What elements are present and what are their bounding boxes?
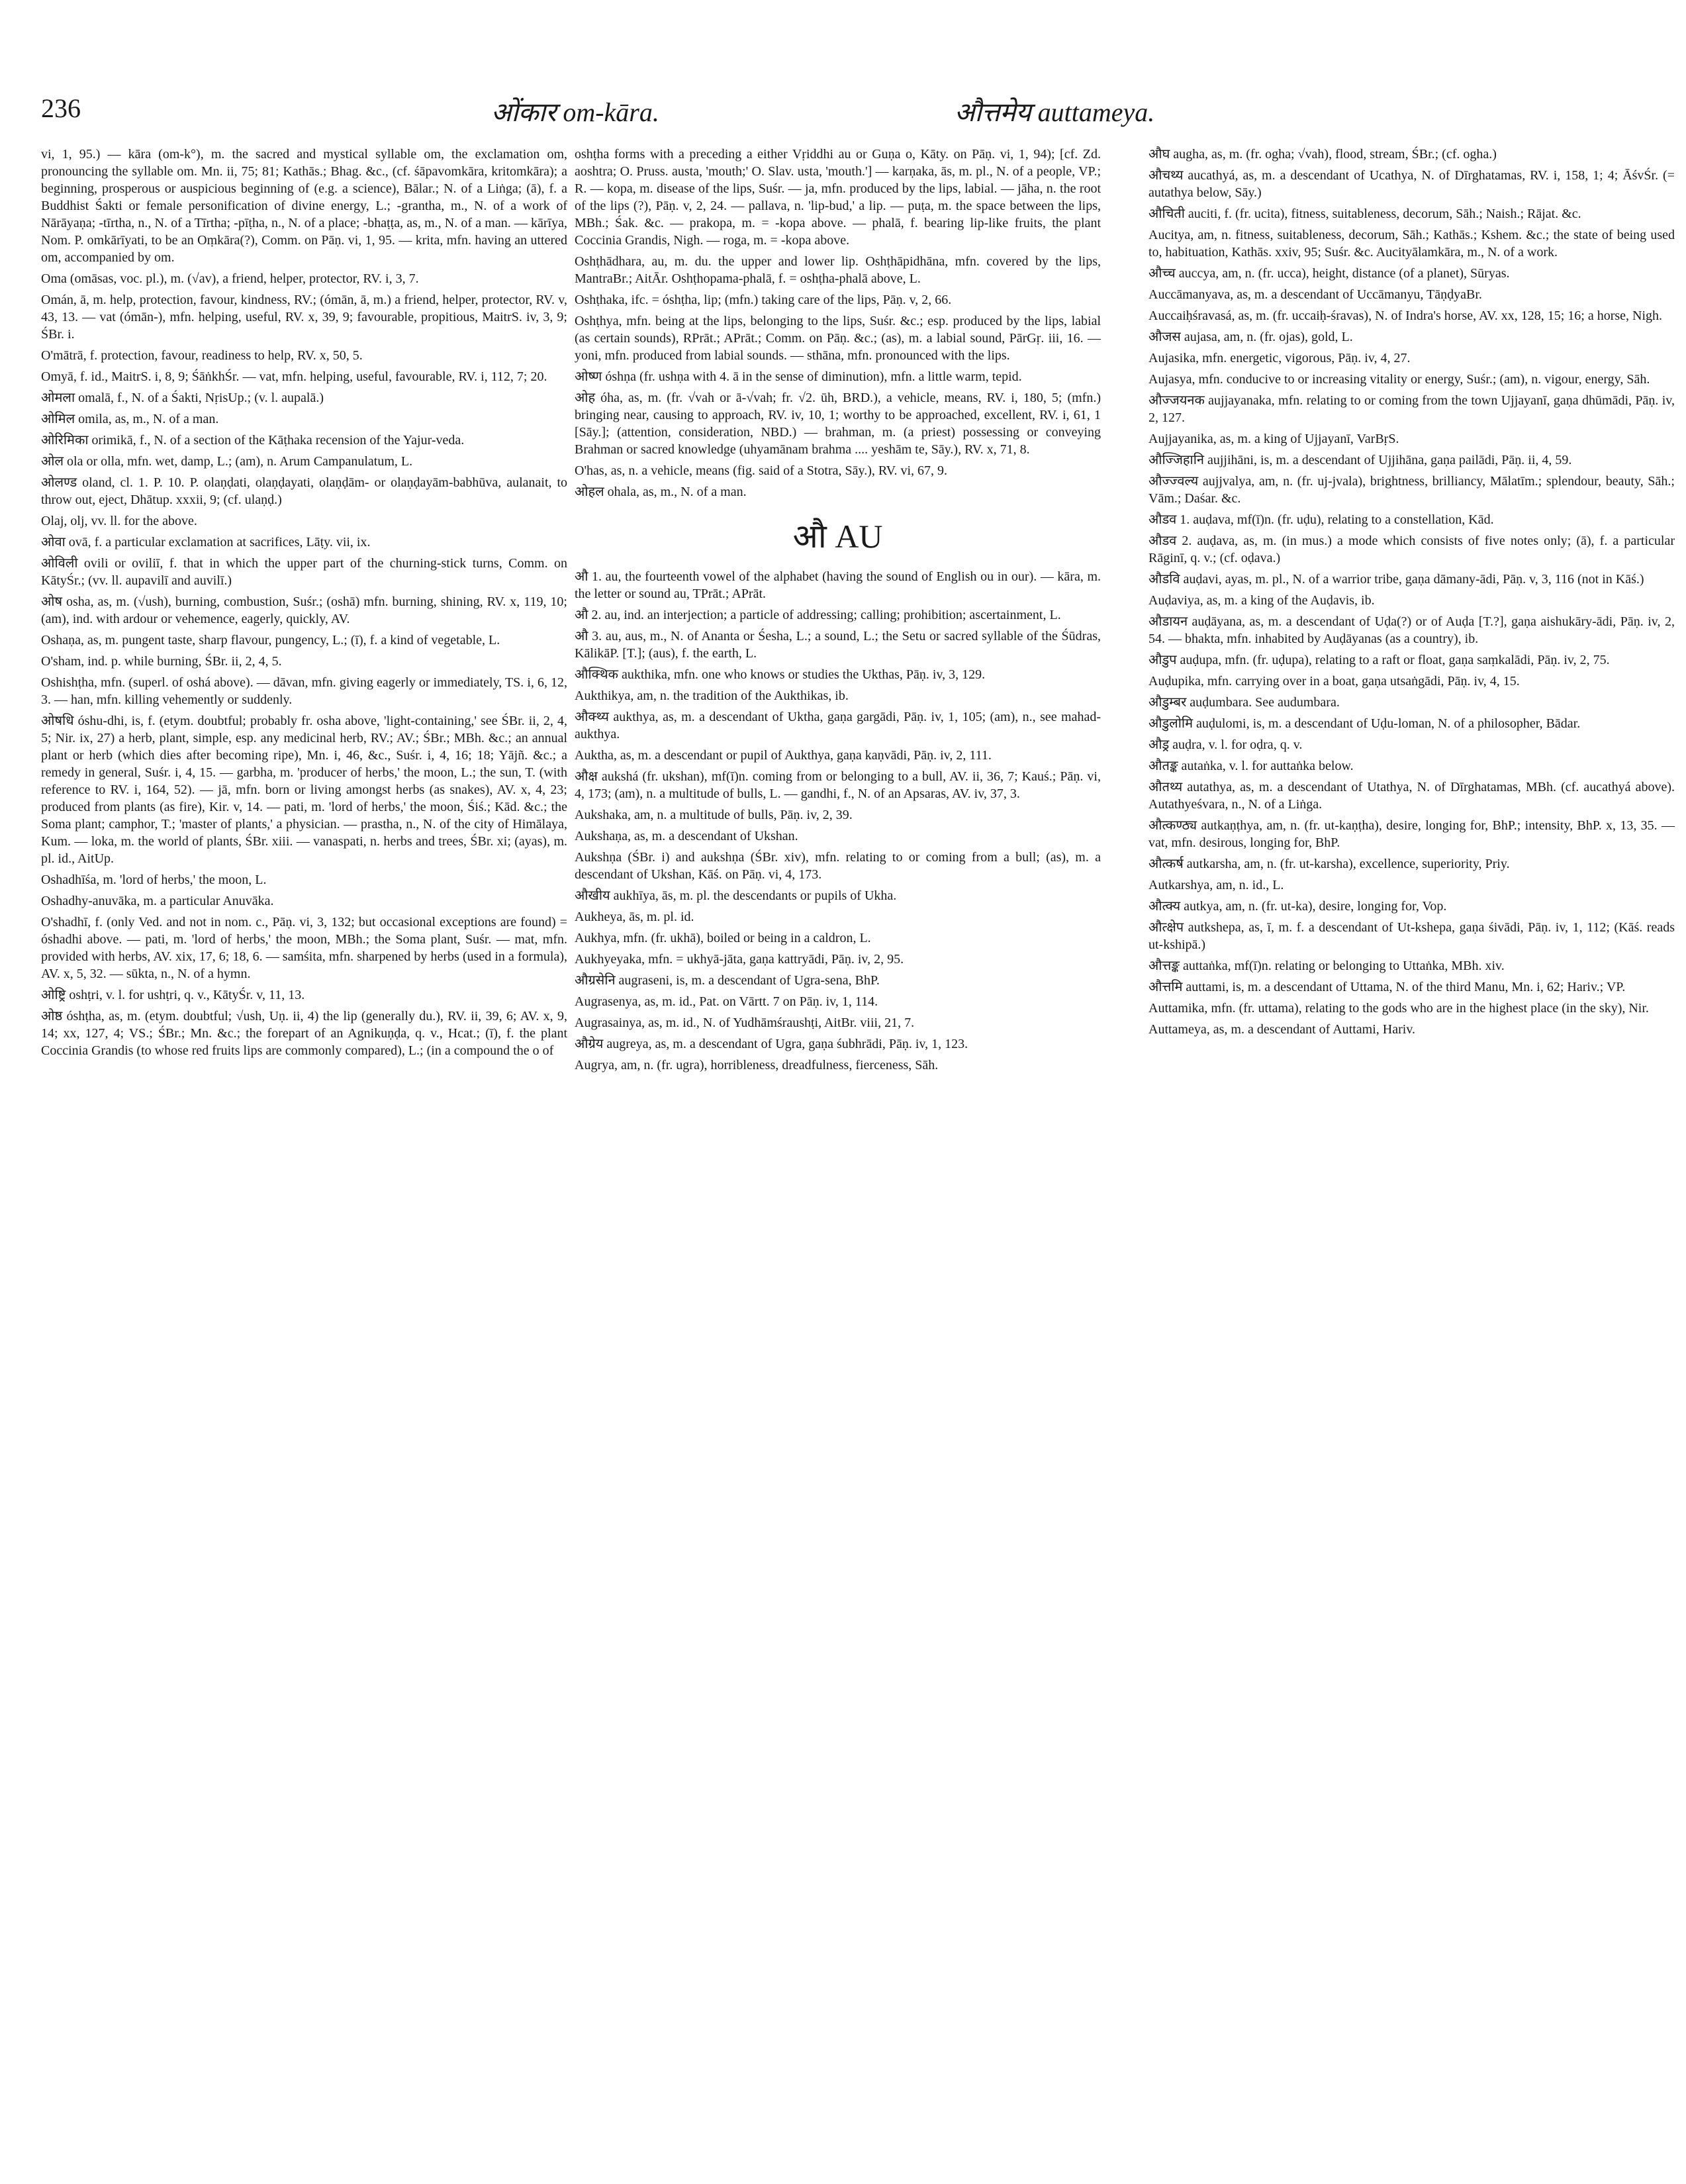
dictionary-entry: ओविली ovili or oviliī, f. that in which the upper part of the churning-stick turns, Comm. on KātyŚr.; (vv. ll. aupavilī and auvilī.) — [41, 556, 567, 588]
dictionary-entry: औक्थ्य aukthya, as, m. a descendant of Uktha, gaṇa gargādi, Pāṇ. iv, 1, 105; (am), n., see mahad-aukthya. — [575, 710, 1101, 741]
dictionary-entry: औतङ्क autaṅka, v. l. for auttaṅka below. — [1148, 759, 1354, 773]
dictionary-entry: ओष osha, as, m. (√ush), burning, combustion, Suśr.; (oshā) mfn. burning, shining, RV. x, 119, 10; (am), ind. with ardour or vehemence, eagerly, quickly, AV. — [41, 594, 567, 626]
dictionary-entry: Aukshaka, am, n. a multitude of bulls, Pāṇ. iv, 2, 39. — [575, 808, 853, 822]
dictionary-entry: ओवा ovā, f. a particular exclamation at sacrifices, Lāṭy. vii, ix. — [41, 535, 371, 549]
dictionary-entry: Omyā, f. id., MaitrS. i, 8, 9; ŚāṅkhŚr. — vat, mfn. helping, useful, favourable, RV. i, 112, 7; 20. — [41, 369, 547, 384]
dictionary-entry: औडवि auḍavi, ayas, m. pl., N. of a warrior tribe, gaṇa dāmany-ādi, Pāṇ. v, 3, 116 (not in Kāś.) — [1148, 572, 1644, 587]
dictionary-entry: ओष्ठ óshṭha, as, m. (etym. doubtful; √ush, Uṇ. ii, 4) the lip (generally du.), RV. ii, 39, 6; AV. x, 9, 14; xx, 127, 4; VS.; ŚBr.; Mn. &c.; the forepart of an Agnikuṇḍa, q. v., Hcat.; (ī), f. the plant Coccinia Grandis (to whose red fruits lips are commonly compared), L.; (in a compound the o of — [41, 1009, 567, 1058]
dictionary-entry: औडुम्बर auḍumbara. See audumbara. — [1148, 695, 1340, 710]
dictionary-entry: vi, 1, 95.) — kāra (om-k°), m. the sacred and mystical syllable om, the exclamation om, pronouncing the syllable om. Mn. ii, 75; 81; Kathās.; Bhag. &c., (cf. śāpavomkāra, kritomkāra); a beginning, prosperous or auspicious beginning of (e.g. a science), Bālar.; N. of a Liṅga; (ā), f. a Buddhist Śakti or female personification of divine energy, L.; -grantha, m., N. of a work of Nārāyaṇa; -tīrtha, n., N. of a Tīrtha; -pīṭha, n., N. of a place; -bhaṭṭa, as, m., N. of a man. — kārīya, Nom. P. omkārīyati, to be an Oṃkāra(?), Comm. on Pāṇ. vi, 1, 95. — krita, mfn. having an uttered om, accompanied by om. — [41, 147, 567, 265]
dictionary-entry: Aucitya, am, n. fitness, suitableness, decorum, Sāh.; Kathās.; Kshem. &c.; the state of being used to, habituation, Kathās. xxiv, 95; Suśr. &c. Aucityālamkāra, m., N. of a work. — [1148, 228, 1675, 260]
dictionary-entry: Aujjayanika, as, m. a king of Ujjayanī, VarBṛS. — [1148, 432, 1399, 446]
dictionary-entry: Oma (omāsas, voc. pl.), m. (√av), a friend, helper, protector, RV. i, 3, 7. — [41, 271, 419, 286]
dictionary-entry: औ 2. au, ind. an interjection; a particle of addressing; calling; prohibition; ascertainment, L. — [575, 608, 1061, 622]
dictionary-entry: ओल ola or olla, mfn. wet, damp, L.; (am), n. Arum Campanulatum, L. — [41, 454, 413, 469]
dictionary-entry: Auḍupika, mfn. carrying over in a boat, gaṇa utsaṅgādi, Pāṇ. iv, 4, 15. — [1148, 674, 1520, 688]
dictionary-entry: Aukshṇa (ŚBr. i) and aukshṇa (ŚBr. xiv), mfn. relating to or coming from a bull; (as), m. a descendant of Ukshan, Kāś. on Pāṇ. vi, 4, 173. — [575, 850, 1101, 882]
dictionary-entry: औडुप auḍupa, mfn. (fr. uḍupa), relating to a raft or float, gaṇa saṃkalādi, Pāṇ. iv, 2, 75. — [1148, 653, 1610, 667]
dictionary-entry: औत्तङ्क auttaṅka, mf(ī)n. relating or belonging to Uttaṅka, MBh. xiv. — [1148, 959, 1505, 973]
dictionary-entry: Aukhyeyaka, mfn. = ukhyā-jāta, gaṇa kattryādi, Pāṇ. iv, 2, 95. — [575, 952, 904, 967]
dictionary-entry: औ 1. au, the fourteenth vowel of the alphabet (having the sound of English ou in our). — kāra, m. the letter or sound au, TPrāt.; APrāt. — [575, 569, 1101, 601]
right-running-head: औत्तमेय auttameya. — [955, 97, 1155, 127]
dictionary-entry: Aukhya, mfn. (fr. ukhā), boiled or being in a caldron, L. — [575, 931, 871, 945]
dictionary-entry: Aujasya, mfn. conducive to or increasing vitality or energy, Suśr.; (am), n. vigour, energy, Sāh. — [1148, 372, 1650, 387]
dictionary-entry: औडुलोमि auḍulomi, is, m. a descendant of Uḍu-loman, N. of a philosopher, Bādar. — [1148, 716, 1581, 731]
column-1 — [41, 146, 567, 1063]
dictionary-entry: औडव 1. auḍava, mf(ī)n. (fr. uḍu), relating to a constellation, Kād. — [1148, 512, 1494, 527]
dictionary-entry: औडव 2. auḍava, as, m. (in mus.) a mode which consists of five notes only; (ā), f. a particular Rāginī, q. v.; (cf. oḍava.) — [1148, 534, 1675, 565]
dictionary-entry: Auktha, as, m. a descendant or pupil of Aukthya, gaṇa kaṇvādi, Pāṇ. iv, 2, 111. — [575, 748, 992, 763]
dictionary-entry: औडायन auḍāyana, as, m. a descendant of Uḍa(?) or of Auḍa [T.?], gaṇa aishukāry-ādi, Pāṇ. iv, 2, 54. — bhakta, mfn. inhabited by Auḍāyanas (as a country), ib. — [1148, 614, 1675, 646]
dictionary-entry: Auccāmanyava, as, m. a descendant of Uccāmanyu, TāṇḍyaBr. — [1148, 287, 1482, 302]
dictionary-entry: औतथ्य autathya, as, m. a descendant of Utathya, N. of Dīrghatamas, MBh. (cf. aucathyá above). Autathyeśvara, n., N. of a Liṅga. — [1148, 780, 1675, 812]
dictionary-entry: ओषधि óshu-dhi, is, f. (etym. doubtful; probably fr. osha above, 'light-containing,' see ŚBr. ii, 2, 4, 5; Nir. ix, 27) a herb, plant, simple, esp. any medicinal herb, RV.; AV.; ŚBr.; MBh. &c.; an annual plant or herb (which dies after becoming ripe), Mn. i, 46, &c., Suśr. i, 4, 16; 18; Yājñ. &c.; a remedy in general, Suśr. i, 4, 15. — garbha, m. 'producer of herbs,' the moon, L.; the sun, T. (with reference to RV. i, 164, 52). — jā, mfn. born or living amongst herbs (as snakes), AV. x, 4, 23; produced from plants (as fire), Kir. v, 14. — pati, m. 'lord of herbs,' the moon, Śiś.; Kād. &c.; the Soma plant; camphor, T.; 'master of plants,' a physician. — prastha, n., N. of the city of Himālaya, Kum. — loka, m. the world of plants, ŚBr. xiii. — vanaspati, n. herbs and trees, ŚBr. xi; (ayas), m. pl. id., AitUp. — [41, 714, 567, 866]
dictionary-entry: Oshadhy-anuvāka, m. a particular Anuvāka. — [41, 894, 274, 908]
page-number: 236 — [41, 93, 81, 123]
dictionary-entry: ओष्ण óshṇa (fr. ushṇa with 4. ā in the sense of diminution), mfn. a little warm, tepid. — [575, 369, 1022, 384]
dictionary-entry: ओलण्ड oland, cl. 1. P. 10. P. olaṇḍati, olaṇḍayati, olaṇḍām- or olaṇḍayām-babhūva, aulanait, to throw out, eject, Dhātup. xxxii, 9; (cf. ulaṇḍ.) — [41, 475, 567, 507]
dictionary-entry: Augrasainya, as, m. id., N. of Yudhāmśraushṭi, AitBr. viii, 21, 7. — [575, 1016, 915, 1030]
dictionary-entry: Auḍaviya, as, m. a king of the Auḍavis, ib. — [1148, 593, 1375, 608]
dictionary-entry: औजस aujasa, am, n. (fr. ojas), gold, L. — [1148, 330, 1353, 344]
dictionary-entry: ओहल ohala, as, m., N. of a man. — [575, 485, 747, 499]
dictionary-entry: Aujasika, mfn. energetic, vigorous, Pāṇ. iv, 4, 27. — [1148, 351, 1411, 365]
left-running-head: ओंकार om-kāra. — [491, 97, 659, 127]
dictionary-entry: औ 3. au, aus, m., N. of Ananta or Śesha, L.; a sound, L.; the Setu or sacred syllable of the Śūdras, KālikāP. [T.]; (aus), f. the earth, L. — [575, 629, 1101, 661]
dictionary-entry: oshṭha forms with a preceding a either Vṛiddhi au or Guṇa o, Kāty. on Pāṇ. vi, 1, 94); [cf. Zd. aoshtra; O. Pruss. austa, 'mouth;' O. Slav. usta, 'mouth.'] — karṇaka, ās, m. pl., N. of a people, VP.; R. — kopa, m. disease of the lips, Suśr. — ja, mfn. produced by the lips, labial. — jāha, n. the root of the lips (?), Pāṇ. v, 2, 24. — pallava, n. 'lip-bud,' a lip. — puṭa, m. the space between the lips, MBh.; Śak. &c. — prakopa, m. = -kopa above. — phalā, f. bearing lip-like fruits, the plant Coccinia Grandis, Nigh. — roga, m. = -kopa above. — [575, 147, 1101, 248]
dictionary-entry: औच्च auccya, am, n. (fr. ucca), height, distance (of a planet), Sūryas. — [1148, 266, 1510, 281]
dictionary-entry: Olaj, olj, vv. ll. for the above. — [41, 514, 197, 528]
dictionary-entry: ओह óha, as, m. (fr. √vah or ā-√vah; fr. √2. ūh, BRD.), a vehicle, means, RV. i, 180, 5; (mfn.) bringing near, causing to approach, RV. iv, 10, 1; worthy to be approached, excellent, RV. i, 61, 1 [Sāy.]; (attention, consideration, NBD.) — brahman, m. (a priest) possessing or conveying Brahman or sacred knowledge (uhyamānam brahma .... yeshām te, Sāy.), RV. x, 71, 8. — [575, 391, 1101, 457]
dictionary-entry: Autkarshya, am, n. id., L. — [1148, 878, 1284, 892]
dictionary-entry: O'has, as, n. a vehicle, means (fig. said of a Stotra, Sāy.), RV. vi, 67, 9. — [575, 463, 948, 478]
dictionary-entry: Augrasenya, as, m. id., Pat. on Vārtt. 7 on Pāṇ. iv, 1, 114. — [575, 994, 878, 1009]
dictionary-entry: Auttamika, mfn. (fr. uttama), relating to the gods who are in the highest place (in the sky), Nir. — [1148, 1001, 1649, 1016]
dictionary-entry: Augrya, am, n. (fr. ugra), horribleness, dreadfulness, fierceness, Sāh. — [575, 1058, 939, 1072]
dictionary-entry: औग्रेय augreya, as, m. a descendant of Ugra, gaṇa śubhrādi, Pāṇ. iv, 1, 123. — [575, 1037, 968, 1051]
dictionary-entry: Oshṭhya, mfn. being at the lips, belonging to the lips, Suśr. &c.; esp. produced by the lips, labial (as certain sounds), RPrāt.; APrāt.; Comm. on Pāṇ. &c.; (as), m. a labial sound, PārGṛ. iii, 16. — yoni, mfn. produced from labial sounds. — sthāna, mfn. pronounced with the lips. — [575, 314, 1101, 363]
dictionary-entry: औज्ज्वल्य aujjvalya, am, n. (fr. uj-jvala), brightness, brilliancy, Mālatīm.; splendour, beauty, Sāh.; Vām.; Daśar. &c. — [1148, 474, 1675, 506]
dictionary-entry: ओष्ट्रि oshṭri, v. l. for ushṭri, q. v., KātyŚr. v, 11, 13. — [41, 988, 305, 1002]
dictionary-entry: औड्र auḍra, v. l. for oḍra, q. v. — [1148, 737, 1303, 752]
dictionary-entry: Auccaiḥśravasá, as, m. (fr. uccaiḥ-śravas), N. of Indra's horse, AV. xx, 128, 15; 16; a horse, Nigh. — [1148, 309, 1663, 323]
dictionary-entry: औचिती auciti, f. (fr. ucita), fitness, suitableness, decorum, Sāh.; Naish.; Rājat. &c. — [1148, 207, 1581, 221]
dictionary-entry: औत्कर्ष autkarsha, am, n. (fr. ut-karsha), excellence, superiority, Priy. — [1148, 857, 1510, 871]
dictionary-entry: O'mātrā, f. protection, favour, readiness to help, RV. x, 50, 5. — [41, 348, 363, 363]
dictionary-entry: Oshishṭha, mfn. (superl. of oshá above). — dāvan, mfn. giving eagerly or immediately, TS. i, 6, 12, 3. — han, mfn. killing vehemently or suddenly. — [41, 675, 567, 707]
dictionary-entry: औत्कण्ठ्य autkaṇṭhya, am, n. (fr. ut-kaṇṭha), desire, longing for, BhP.; intensity, BhP. x, 13, 35. — vat, mfn. desirous, longing for, BhP. — [1148, 818, 1675, 850]
dictionary-entry: Aukheya, ās, m. pl. id. — [575, 910, 694, 924]
dictionary-entry: औचथ्य aucathyá, as, m. a descendant of Ucathya, N. of Dīrghatamas, RV. i, 158, 1; 4; ĀśvŚr. (= autathya below, Sāy.) — [1148, 168, 1675, 200]
dictionary-entry: Oshṭhaka, ifc. = óshṭha, lip; (mfn.) taking care of the lips, Pāṇ. v, 2, 66. — [575, 293, 952, 307]
column-3 — [1148, 146, 1675, 1042]
dictionary-entry: औत्क्य autkya, am, n. (fr. ut-ka), desire, longing for, Vop. — [1148, 899, 1447, 914]
dictionary-entry: Auttameya, as, m. a descendant of Auttami, Hariv. — [1148, 1022, 1416, 1037]
dictionary-entry: औक्ष aukshá (fr. ukshan), mf(ī)n. coming from or belonging to a bull, AV. ii, 36, 7; Kauś.; Pāṇ. vi, 4, 173; (am), n. a multitude of bulls, L. — gandhi, f., N. of an Apsaras, AV. iv, 37, 3. — [575, 769, 1101, 801]
dictionary-entry: औक्थिक aukthika, mfn. one who knows or studies the Ukthas, Pāṇ. iv, 3, 129. — [575, 667, 986, 682]
dictionary-entry: औत्तमि auttami, is, m. a descendant of Uttama, N. of the third Manu, Mn. i, 62; Hariv.; VP. — [1148, 980, 1626, 994]
dictionary-entry: औघ augha, as, m. (fr. ogha; √vah), flood, stream, ŚBr.; (cf. ogha.) — [1148, 147, 1497, 162]
dictionary-entry: औग्रसेनि augraseni, is, m. a descendant of Ugra-sena, BhP. — [575, 973, 880, 988]
dictionary-entry: Aukthikya, am, n. the tradition of the Aukthikas, ib. — [575, 688, 849, 703]
dictionary-entry: O'shadhī, f. (only Ved. and not in nom. c., Pāṇ. vi, 3, 132; but occasional exceptions are found) = óshadhi above. — pati, m. 'lord of herbs,' the moon, MBh.; the Soma plant, Suśr. — mat, mfn. provided with herbs, AV. xix, 17, 6; 18, 6. — samśita, mfn. sharpened by herbs (used in a formula), AV. x, 5, 32. — sūkta, n., N. of a hymn. — [41, 915, 567, 981]
dictionary-entry: ओरिमिका orimikā, f., N. of a section of the Kāṭhaka recension of the Yajur-veda. — [41, 433, 465, 448]
page-header — [41, 93, 1653, 132]
dictionary-entry: ओमिल omila, as, m., N. of a man. — [41, 412, 219, 426]
dictionary-entry: औखीय aukhīya, ās, m. pl. the descendants or pupils of Ukha. — [575, 888, 897, 903]
dictionary-entry: ओमला omalā, f., N. of a Śakti, NṛisUp.; (v. l. aupalā.) — [41, 391, 324, 405]
dictionary-entry: औज्जयनक aujjayanaka, mfn. relating to or coming from the town Ujjayanī, gaṇa dhūmādi, Pāṇ. iv, 2, 127. — [1148, 393, 1675, 425]
dictionary-entry: Oshṭhādhara, au, m. du. the upper and lower lip. Oshṭhāpidhāna, mfn. covered by the lips, MantraBr.; AitĀr. Oshṭhopama-phalā, f. = oshṭha-phalā above, L. — [575, 254, 1101, 286]
dictionary-entry: O'sham, ind. p. while burning, ŚBr. ii, 2, 4, 5. — [41, 654, 282, 669]
column-2 — [575, 146, 1101, 1078]
dictionary-entry: Aukshaṇa, as, m. a descendant of Ukshan. — [575, 829, 798, 843]
dictionary-entry: Oshadhīśa, m. 'lord of herbs,' the moon, L. — [41, 873, 267, 887]
dictionary-entry: Oshaṇa, as, m. pungent taste, sharp flavour, pungency, L.; (ī), f. a kind of vegetable, L. — [41, 633, 500, 647]
section-heading: औ AU — [792, 518, 883, 555]
dictionary-entry: औज्जिहानि aujjihāni, is, m. a descendant of Ujjihāna, gaṇa pailādi, Pāṇ. ii, 4, 59. — [1148, 453, 1572, 467]
dictionary-entry: Omán, ā, m. help, protection, favour, kindness, RV.; (ómān, ā, m.) a friend, helper, protector, RV. v, 43, 13. — vat (ómān-), mfn. helping, useful, RV. x, 39, 9; favourable, propitious, MaitrS. iv, 3, 9; ŚBr. i. — [41, 293, 567, 342]
dictionary-entry: औत्क्षेप autkshepa, as, ī, m. f. a descendant of Ut-kshepa, gaṇa śivādi, Pāṇ. iv, 1, 112; (Kāś. reads ut-kshipā.) — [1148, 920, 1675, 952]
